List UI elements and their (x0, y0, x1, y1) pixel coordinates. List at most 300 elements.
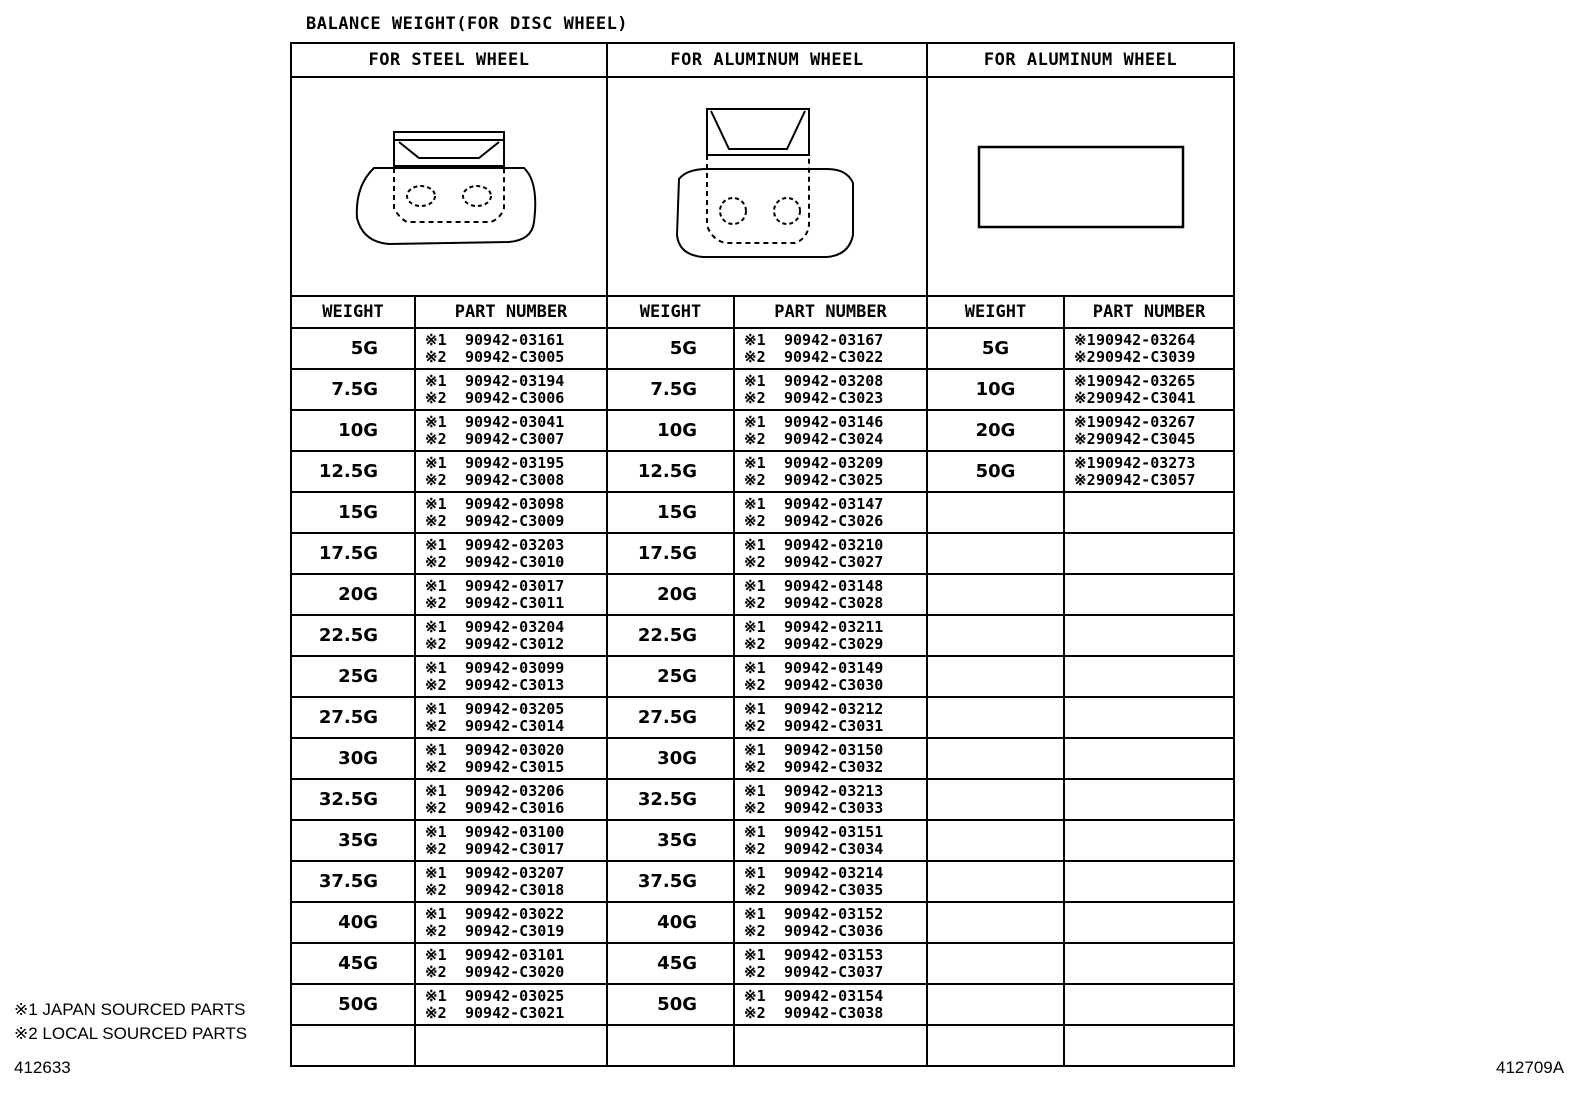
japan-part-number: 90942-03211 (784, 617, 884, 636)
part-number-cell (734, 861, 927, 902)
weight-cell: 12.5G (607, 451, 734, 492)
part-number-cell (734, 697, 927, 738)
weight-cell: 15G (607, 492, 734, 533)
table-row (291, 984, 1234, 1025)
local-part-number-line (425, 759, 606, 776)
column-header-part-number: PART NUMBER (734, 296, 927, 328)
source-mark: ※2 (744, 634, 766, 653)
japan-part-number: 90942-03209 (784, 453, 884, 472)
japan-part-number-line (1074, 332, 1233, 349)
table-row (291, 615, 1234, 656)
weight-cell: 7.5G (291, 369, 415, 410)
japan-part-number-line (425, 537, 606, 554)
source-mark: ※1 (425, 412, 447, 431)
column-header-row (291, 296, 1234, 328)
empty-cell (1064, 779, 1234, 820)
local-part-number-line (425, 595, 606, 612)
part-number-cell (415, 410, 607, 451)
empty-cell (927, 1025, 1064, 1066)
local-part-number: 90942-C3009 (465, 511, 565, 530)
source-mark: ※1 (1074, 371, 1096, 390)
source-mark: ※1 (744, 945, 766, 964)
local-part-number-line (744, 718, 926, 735)
local-part-number-line (425, 882, 606, 899)
source-mark: ※1 (425, 453, 447, 472)
japan-part-number: 90942-03099 (465, 658, 565, 677)
part-number-cell (734, 820, 927, 861)
japan-part-number-line (425, 865, 606, 882)
empty-cell (927, 738, 1064, 779)
empty-cell (927, 697, 1064, 738)
part-number-cell (734, 328, 927, 369)
source-mark: ※1 (744, 699, 766, 718)
empty-cell (1064, 574, 1234, 615)
japan-part-number: 90942-03206 (465, 781, 565, 800)
weight-cell: 45G (607, 943, 734, 984)
empty-cell (1064, 902, 1234, 943)
japan-part-number-line (744, 906, 926, 923)
source-mark: ※2 (425, 880, 447, 899)
weight-cell: 40G (291, 902, 415, 943)
diagram-title: BALANCE WEIGHT(FOR DISC WHEEL) (306, 14, 629, 34)
empty-cell (927, 779, 1064, 820)
part-number-cell (734, 943, 927, 984)
japan-part-number-line (425, 701, 606, 718)
empty-cell (927, 943, 1064, 984)
japan-part-number-line (425, 578, 606, 595)
local-part-number: 90942-C3005 (465, 347, 565, 366)
source-mark: ※2 (425, 962, 447, 981)
japan-part-number: 90942-03204 (465, 617, 565, 636)
part-number-cell (415, 820, 607, 861)
japan-part-number: 90942-03146 (784, 412, 884, 431)
japan-part-number: 90942-03041 (465, 412, 565, 431)
weight-cell: 17.5G (291, 533, 415, 574)
source-mark: ※2 (744, 593, 766, 612)
column-header-part-number: PART NUMBER (415, 296, 607, 328)
weight-cell: 30G (291, 738, 415, 779)
local-part-number: 90942-C3033 (784, 798, 884, 817)
section-header-aluminum-adhesive: FOR ALUMINUM WHEEL (927, 43, 1234, 77)
source-mark: ※1 (425, 371, 447, 390)
source-mark: ※1 (425, 945, 447, 964)
local-part-number: 90942-C3006 (465, 388, 565, 407)
source-mark: ※2 (744, 511, 766, 530)
japan-part-number: 90942-03264 (1096, 330, 1196, 349)
legend-japan-sourced: ※1 JAPAN SOURCED PARTS (14, 1000, 246, 1019)
japan-part-number-line (425, 906, 606, 923)
part-number-cell (415, 697, 607, 738)
part-number-cell (734, 533, 927, 574)
table-row (291, 861, 1234, 902)
local-part-number-line (425, 964, 606, 981)
local-part-number: 90942-C3022 (784, 347, 884, 366)
local-part-number-line (1074, 472, 1233, 489)
part-number-cell (734, 410, 927, 451)
source-mark: ※2 (744, 716, 766, 735)
weight-cell: 10G (607, 410, 734, 451)
empty-cell (291, 1025, 415, 1066)
weight-cell: 5G (291, 328, 415, 369)
empty-cell (927, 574, 1064, 615)
japan-part-number-line (425, 414, 606, 431)
column-header-weight: WEIGHT (927, 296, 1064, 328)
japan-part-number-line (744, 701, 926, 718)
japan-part-number-line (425, 660, 606, 677)
japan-part-number-line (425, 496, 606, 513)
source-mark: ※2 (425, 429, 447, 448)
source-mark: ※1 (425, 863, 447, 882)
source-mark: ※2 (425, 470, 447, 489)
japan-part-number: 90942-03194 (465, 371, 565, 390)
part-number-cell (415, 943, 607, 984)
local-part-number: 90942-C3017 (465, 839, 565, 858)
source-mark: ※2 (1074, 429, 1096, 448)
table-row (291, 820, 1234, 861)
table-row (291, 492, 1234, 533)
empty-cell (927, 615, 1064, 656)
local-part-number-line (744, 595, 926, 612)
japan-part-number: 90942-03152 (784, 904, 884, 923)
weight-cell: 37.5G (607, 861, 734, 902)
local-part-number-line (744, 431, 926, 448)
japan-part-number: 90942-03020 (465, 740, 565, 759)
part-number-cell (415, 738, 607, 779)
source-mark: ※2 (425, 593, 447, 612)
table-row (291, 779, 1234, 820)
weight-cell: 32.5G (607, 779, 734, 820)
japan-part-number-line (425, 619, 606, 636)
empty-cell (927, 902, 1064, 943)
table-row (291, 533, 1234, 574)
local-part-number-line (1074, 349, 1233, 366)
part-number-cell (415, 369, 607, 410)
empty-cell (1064, 615, 1234, 656)
part-number-cell (734, 738, 927, 779)
empty-cell (1064, 943, 1234, 984)
japan-part-number: 90942-03214 (784, 863, 884, 882)
japan-part-number-line (425, 455, 606, 472)
source-mark: ※1 (744, 576, 766, 595)
section-header-row (291, 43, 1234, 77)
japan-part-number: 90942-03207 (465, 863, 565, 882)
local-part-number: 90942-C3029 (784, 634, 884, 653)
empty-cell (927, 492, 1064, 533)
japan-part-number: 90942-03167 (784, 330, 884, 349)
local-part-number: 90942-C3008 (465, 470, 565, 489)
source-mark: ※1 (744, 371, 766, 390)
source-mark: ※2 (744, 962, 766, 981)
local-part-number: 90942-C3023 (784, 388, 884, 407)
local-part-number-line (744, 841, 926, 858)
japan-part-number-line (1074, 373, 1233, 390)
local-part-number: 90942-C3030 (784, 675, 884, 694)
table-row (291, 451, 1234, 492)
local-part-number: 90942-C3024 (784, 429, 884, 448)
source-mark: ※1 (425, 822, 447, 841)
local-part-number-line (744, 636, 926, 653)
local-part-number-line (744, 1005, 926, 1022)
local-part-number: 90942-C3021 (465, 1003, 565, 1022)
local-part-number: 90942-C3013 (465, 675, 565, 694)
local-part-number: 90942-C3031 (784, 716, 884, 735)
local-part-number: 90942-C3032 (784, 757, 884, 776)
japan-part-number: 90942-03161 (465, 330, 565, 349)
japan-part-number: 90942-03153 (784, 945, 884, 964)
empty-cell (927, 861, 1064, 902)
source-mark: ※1 (744, 330, 766, 349)
source-mark: ※1 (744, 453, 766, 472)
column-header-weight: WEIGHT (291, 296, 415, 328)
part-number-cell (1064, 451, 1234, 492)
local-part-number: 90942-C3034 (784, 839, 884, 858)
part-number-cell (415, 451, 607, 492)
source-mark: ※2 (425, 757, 447, 776)
source-mark: ※2 (744, 839, 766, 858)
local-part-number: 90942-C3015 (465, 757, 565, 776)
legend-local-sourced: ※2 LOCAL SOURCED PARTS (14, 1024, 248, 1043)
weight-cell: 17.5G (607, 533, 734, 574)
source-mark: ※1 (425, 904, 447, 923)
source-mark: ※1 (425, 658, 447, 677)
column-header-weight: WEIGHT (607, 296, 734, 328)
empty-cell (415, 1025, 607, 1066)
japan-part-number: 90942-03101 (465, 945, 565, 964)
steel-clip-weight-icon (349, 122, 549, 252)
part-number-cell (734, 492, 927, 533)
part-number-cell (734, 369, 927, 410)
weight-cell: 25G (607, 656, 734, 697)
local-part-number: 90942-C3027 (784, 552, 884, 571)
source-mark: ※1 (425, 986, 447, 1005)
empty-cell (1064, 697, 1234, 738)
japan-part-number-line (744, 783, 926, 800)
japan-part-number: 90942-03273 (1096, 453, 1196, 472)
empty-cell (734, 1025, 927, 1066)
weight-cell: 40G (607, 902, 734, 943)
source-mark: ※1 (425, 781, 447, 800)
japan-part-number: 90942-03150 (784, 740, 884, 759)
weight-cell: 20G (291, 574, 415, 615)
local-part-number-line (744, 923, 926, 940)
japan-part-number-line (425, 988, 606, 1005)
source-mark: ※2 (744, 470, 766, 489)
japan-part-number: 90942-03213 (784, 781, 884, 800)
japan-part-number-line (425, 742, 606, 759)
local-part-number-line (744, 882, 926, 899)
weight-cell: 12.5G (291, 451, 415, 492)
local-part-number-line (744, 964, 926, 981)
source-mark: ※2 (744, 552, 766, 571)
source-mark: ※1 (744, 740, 766, 759)
part-number-cell (415, 533, 607, 574)
source-mark: ※2 (744, 921, 766, 940)
weight-cell: 50G (607, 984, 734, 1025)
source-mark: ※1 (744, 986, 766, 1005)
empty-cell (1064, 656, 1234, 697)
part-number-cell (415, 984, 607, 1025)
local-part-number-line (425, 677, 606, 694)
part-number-cell (734, 656, 927, 697)
source-mark: ※1 (744, 781, 766, 800)
weight-cell: 20G (927, 410, 1064, 451)
local-part-number-line (744, 759, 926, 776)
japan-part-number-line (1074, 455, 1233, 472)
local-part-number-line (744, 677, 926, 694)
japan-part-number-line (425, 947, 606, 964)
table-row (291, 1025, 1234, 1066)
illustration-row (291, 77, 1234, 296)
empty-cell (927, 533, 1064, 574)
local-part-number: 90942-C3036 (784, 921, 884, 940)
weight-cell: 35G (607, 820, 734, 861)
local-part-number: 90942-C3039 (1096, 347, 1196, 366)
source-mark: ※2 (425, 921, 447, 940)
japan-part-number: 90942-03212 (784, 699, 884, 718)
japan-part-number: 90942-03267 (1096, 412, 1196, 431)
japan-part-number: 90942-03148 (784, 576, 884, 595)
source-mark: ※1 (744, 412, 766, 431)
local-part-number-line (1074, 390, 1233, 407)
source-mark: ※2 (425, 511, 447, 530)
source-mark: ※2 (744, 388, 766, 407)
japan-part-number: 90942-03022 (465, 904, 565, 923)
source-mark: ※1 (744, 535, 766, 554)
empty-cell (1064, 738, 1234, 779)
japan-part-number-line (425, 332, 606, 349)
local-part-number: 90942-C3020 (465, 962, 565, 981)
table-row (291, 656, 1234, 697)
local-part-number: 90942-C3025 (784, 470, 884, 489)
source-mark: ※1 (744, 822, 766, 841)
part-number-cell (415, 861, 607, 902)
local-part-number: 90942-C3035 (784, 880, 884, 899)
part-number-cell (734, 615, 927, 656)
japan-part-number-line (744, 660, 926, 677)
weight-cell: 32.5G (291, 779, 415, 820)
local-part-number: 90942-C3019 (465, 921, 565, 940)
japan-part-number: 90942-03208 (784, 371, 884, 390)
japan-part-number-line (425, 824, 606, 841)
source-mark: ※2 (744, 429, 766, 448)
local-part-number-line (425, 513, 606, 530)
table-row (291, 943, 1234, 984)
source-mark: ※2 (425, 1003, 447, 1022)
local-part-number-line (425, 431, 606, 448)
table-row (291, 697, 1234, 738)
source-mark: ※1 (1074, 330, 1096, 349)
weight-cell: 27.5G (291, 697, 415, 738)
source-mark: ※1 (744, 658, 766, 677)
japan-part-number: 90942-03151 (784, 822, 884, 841)
source-mark: ※2 (425, 798, 447, 817)
weight-cell: 20G (607, 574, 734, 615)
weight-cell: 5G (607, 328, 734, 369)
column-header-part-number: PART NUMBER (1064, 296, 1234, 328)
balance-weight-table (290, 42, 1235, 1067)
source-mark: ※1 (425, 576, 447, 595)
part-number-cell (734, 902, 927, 943)
source-mark: ※2 (1074, 347, 1096, 366)
empty-cell (1064, 984, 1234, 1025)
japan-part-number: 90942-03203 (465, 535, 565, 554)
japan-part-number: 90942-03025 (465, 986, 565, 1005)
weight-cell: 22.5G (607, 615, 734, 656)
local-part-number-line (744, 390, 926, 407)
empty-cell (607, 1025, 734, 1066)
source-mark: ※2 (1074, 388, 1096, 407)
local-part-number-line (425, 1005, 606, 1022)
weight-cell: 15G (291, 492, 415, 533)
empty-cell (1064, 861, 1234, 902)
japan-part-number-line (744, 373, 926, 390)
source-mark: ※1 (425, 494, 447, 513)
table-row (291, 738, 1234, 779)
figure-code-left: 412633 (14, 1058, 71, 1077)
japan-part-number: 90942-03210 (784, 535, 884, 554)
japan-part-number: 90942-03147 (784, 494, 884, 513)
japan-part-number-line (744, 947, 926, 964)
local-part-number-line (425, 390, 606, 407)
weight-cell: 27.5G (607, 697, 734, 738)
empty-cell (927, 820, 1064, 861)
empty-cell (1064, 492, 1234, 533)
part-number-cell (734, 984, 927, 1025)
japan-part-number-line (744, 742, 926, 759)
weight-cell: 25G (291, 656, 415, 697)
local-part-number-line (744, 349, 926, 366)
weight-cell: 7.5G (607, 369, 734, 410)
empty-cell (927, 984, 1064, 1025)
local-part-number-line (425, 554, 606, 571)
japan-part-number-line (744, 537, 926, 554)
japan-part-number-line (744, 332, 926, 349)
local-part-number: 90942-C3037 (784, 962, 884, 981)
weight-cell: 45G (291, 943, 415, 984)
local-part-number-line (744, 472, 926, 489)
source-mark: ※1 (425, 617, 447, 636)
local-part-number: 90942-C3028 (784, 593, 884, 612)
table-row (291, 410, 1234, 451)
part-number-cell (415, 902, 607, 943)
section-header-steel: FOR STEEL WHEEL (291, 43, 607, 77)
local-part-number: 90942-C3038 (784, 1003, 884, 1022)
local-part-number-line (425, 841, 606, 858)
japan-part-number: 90942-03195 (465, 453, 565, 472)
japan-part-number-line (744, 865, 926, 882)
japan-part-number-line (425, 373, 606, 390)
empty-cell (927, 656, 1064, 697)
source-mark: ※1 (744, 863, 766, 882)
japan-part-number: 90942-03154 (784, 986, 884, 1005)
local-part-number: 90942-C3014 (465, 716, 565, 735)
empty-cell (1064, 820, 1234, 861)
source-mark: ※2 (744, 880, 766, 899)
source-mark: ※2 (425, 388, 447, 407)
empty-cell (1064, 1025, 1234, 1066)
local-part-number-line (425, 636, 606, 653)
part-number-cell (734, 451, 927, 492)
local-part-number: 90942-C3016 (465, 798, 565, 817)
local-part-number-line (744, 513, 926, 530)
weight-cell: 50G (291, 984, 415, 1025)
table-row (291, 574, 1234, 615)
japan-part-number-line (1074, 414, 1233, 431)
local-part-number: 90942-C3010 (465, 552, 565, 571)
local-part-number: 90942-C3041 (1096, 388, 1196, 407)
source-mark: ※2 (425, 675, 447, 694)
weight-cell: 5G (927, 328, 1064, 369)
